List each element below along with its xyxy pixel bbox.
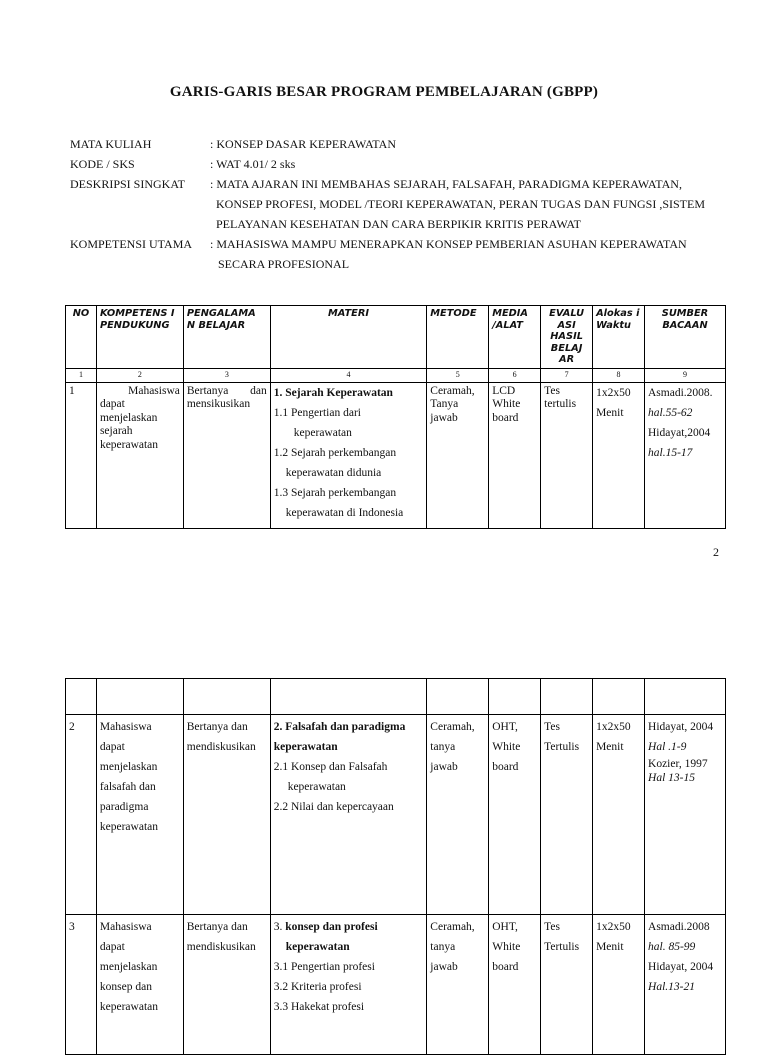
pengalaman-cell: Bertanya dan mendiskusikan (183, 915, 270, 1055)
row-number: 3 (66, 915, 97, 1055)
header-materi: MATERI (270, 306, 427, 369)
row-number: 1 (66, 382, 97, 528)
evaluasi-cell: Tes Tertulis (541, 915, 593, 1055)
metode-cell: Ceramah, Tanya jawab (427, 382, 489, 528)
column-number: 6 (489, 368, 541, 382)
row-number: 2 (66, 715, 97, 915)
kompetensi-utama-line-2: SECARA PROFESIONAL (218, 257, 350, 271)
kompetensi-cell: Mahasiswa dapat menjelaskan sejarah keperawatan (96, 382, 183, 528)
column-number: 5 (427, 368, 489, 382)
deskripsi-label: DESKRIPSI SINGKAT (70, 177, 186, 191)
table-row (66, 715, 726, 915)
column-number-row (66, 368, 726, 382)
column-number: 8 (593, 368, 645, 382)
gbpp-table-page-1 (65, 305, 726, 529)
alokasi-cell: 1x2x50 Menit (593, 915, 645, 1055)
media-cell: LCD White board (489, 382, 541, 528)
evaluasi-cell: Tes tertulis (541, 382, 593, 528)
table-row (66, 382, 726, 528)
kode-value: : WAT 4.01/ 2 sks (210, 157, 296, 171)
column-number: 1 (66, 368, 97, 382)
header-no: NO (66, 306, 97, 369)
kompetensi-cell: Mahasiswa dapat menjelaskan konsep dan keperawatan (96, 915, 183, 1055)
materi-cell: 2. Falsafah dan paradigma keperawatan 2.1 Konsep dan Falsafah keperawatan 2.2 Nilai dan kepercayaan (270, 715, 427, 915)
materi-cell: 1. Sejarah Keperawatan 1.1 Pengertian dari keperawatan 1.2 Sejarah perkembangan keperawatan didunia 1.3 Sejarah perkembangan keperawatan di Indonesia (270, 382, 427, 528)
media-cell: OHT, White board (489, 915, 541, 1055)
deskripsi-line-1: : MATA AJARAN INI MEMBAHAS SEJARAH, FALSAFAH, PARADIGMA KEPERAWATAN, (210, 177, 682, 191)
column-number: 3 (183, 368, 270, 382)
document-title: GARIS-GARIS BESAR PROGRAM PEMBELAJARAN (GBPP) (169, 84, 599, 100)
header-evaluasi: EVALU ASI HASIL BELAJ AR (541, 306, 593, 369)
column-number: 7 (541, 368, 593, 382)
sumber-cell: Asmadi.2008. hal.55-62 Hidayat,2004 hal.15-17 (645, 382, 726, 528)
materi-cell: 3. konsep dan profesi keperawatan 3.1 Pengertian profesi 3.2 Kriteria profesi 3.3 Hakekat profesi (270, 915, 427, 1055)
sumber-cell: Asmadi.2008 hal. 85-99 Hidayat, 2004 Hal.13-21 (645, 915, 726, 1055)
media-cell: OHT, White board (489, 715, 541, 915)
alokasi-cell: 1x2x50 Menit (593, 715, 645, 915)
kompetensi-utama-line-1: : MAHASISWA MAMPU MENERAPKAN KONSEP PEMBERIAN ASUHAN KEPERAWATAN (210, 237, 687, 251)
metode-cell: Ceramah, tanya jawab (427, 715, 489, 915)
deskripsi-line-3: PELAYANAN KESEHATAN DAN CARA BERPIKIR KRITIS PERAWAT (216, 217, 581, 231)
header-media: MEDIA /ALAT (489, 306, 541, 369)
deskripsi-line-2: KONSEP PROFESI, MODEL /TEORI KEPERAWATAN, PERAN TUGAS DAN FUNGSI ,SISTEM (216, 197, 706, 211)
table-row (66, 915, 726, 1055)
column-number: 2 (96, 368, 183, 382)
kompetensi-utama-label: KOMPETENSI UTAMA (70, 237, 193, 251)
metode-cell: Ceramah, tanya jawab (427, 915, 489, 1055)
page-number: 2 (713, 545, 719, 559)
sumber-cell: Hidayat, 2004 Hal .1-9 Kozier, 1997 Hal 13-15 (645, 715, 726, 915)
empty-header-row (66, 679, 726, 715)
header-pengalaman: PENGALAMA N BELAJAR (183, 306, 270, 369)
column-number: 9 (645, 368, 726, 382)
column-number: 4 (270, 368, 427, 382)
header-kompetensi: KOMPETENS I PENDUKUNG (96, 306, 183, 369)
table-header-row (66, 306, 726, 369)
pengalaman-cell: Bertanya dan mendiskusikan (183, 715, 270, 915)
header-sumber: SUMBER BACAAN (645, 306, 726, 369)
alokasi-cell: 1x2x50 Menit (593, 382, 645, 528)
pengalaman-cell: Bertanya dan mensikusikan (183, 382, 270, 528)
mata-kuliah-label: MATA KULIAH (70, 137, 152, 151)
mata-kuliah-value: : KONSEP DASAR KEPERAWATAN (210, 137, 396, 151)
header-metode: METODE (427, 306, 489, 369)
kompetensi-cell: Mahasiswa dapat menjelaskan falsafah dan paradigma keperawatan (96, 715, 183, 915)
gbpp-table-page-2 (65, 678, 726, 1055)
evaluasi-cell: Tes Tertulis (541, 715, 593, 915)
kode-label: KODE / SKS (70, 157, 135, 171)
header-alokasi: Alokas i Waktu (593, 306, 645, 369)
